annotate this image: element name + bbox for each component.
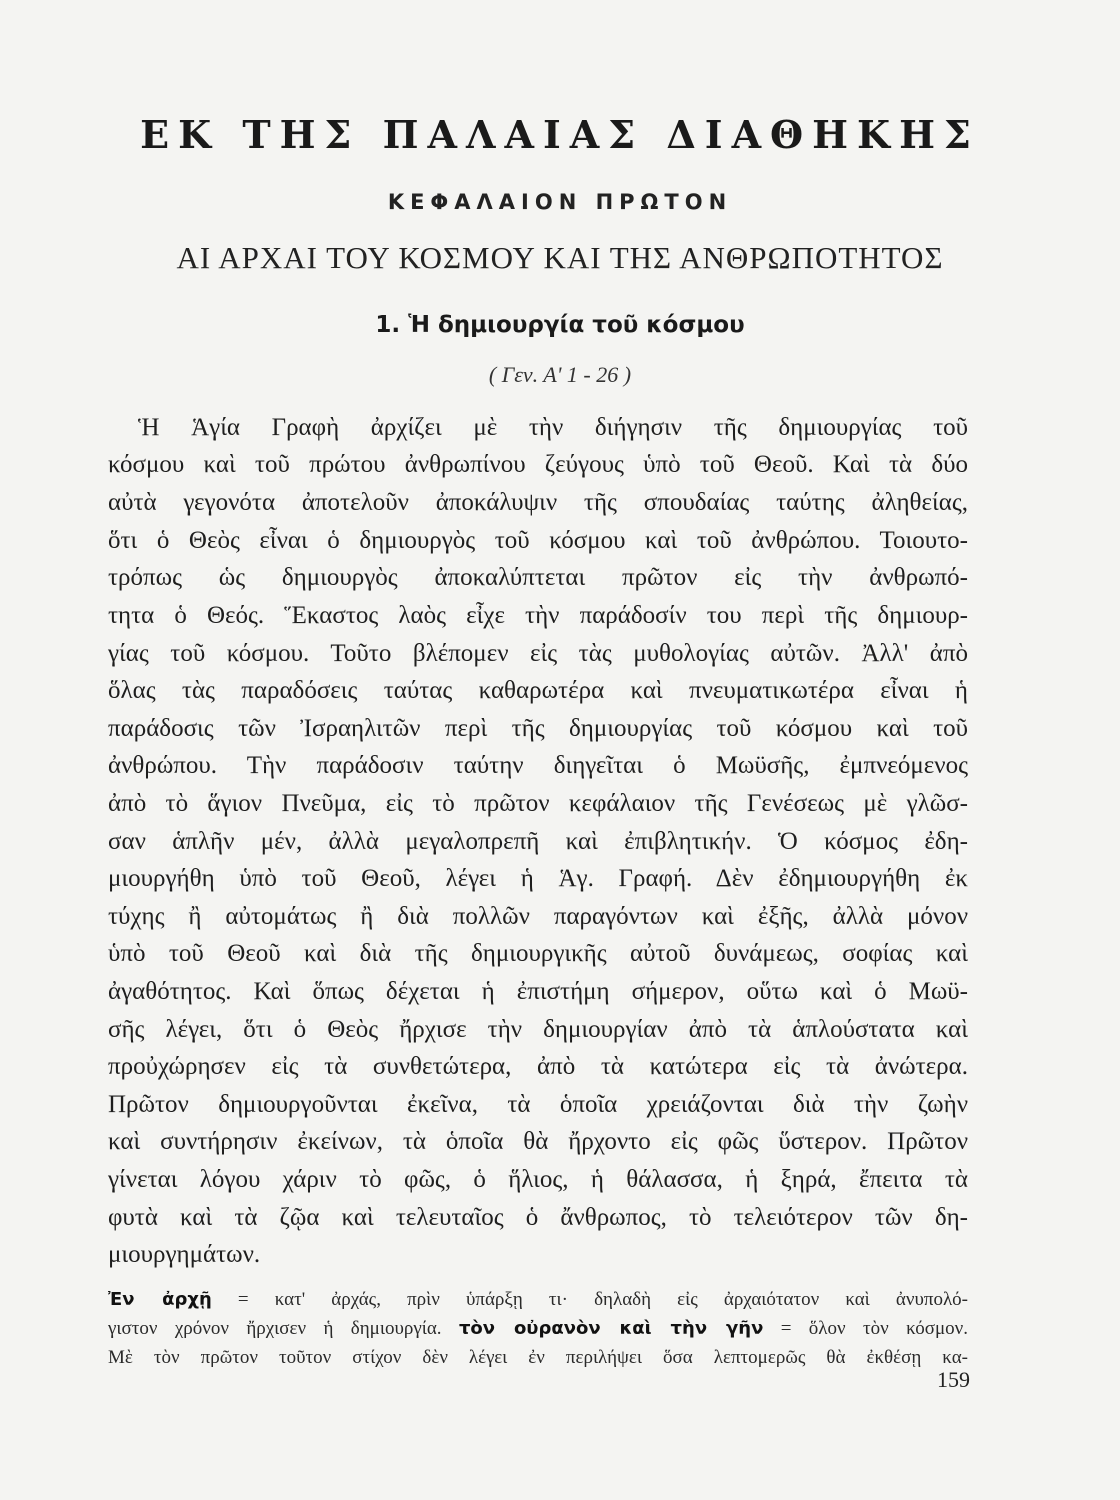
body-line: ὅλας τὰς παραδόσεις ταύτας καθαρωτέρα καὶ πνευματικωτέρα εἶναι ἡ [108,677,968,704]
footnote-line [108,1289,968,1311]
body-line: κόσμου καὶ τοῦ πρώτου ἀνθρωπίνου ζεύγους ὑπὸ τοῦ Θεοῦ. Καὶ τὰ δύο [108,451,968,478]
body-line: προὐχώρησεν εἰς τὰ συνθετώτερα, ἀπὸ τὰ κατώτερα εἰς τὰ ἀνώτερα. [108,1053,968,1080]
footnote-text: = κατ' ἀρχάς, πρὶν ὑπάρξῃ τι· δηλαδὴ εἰς ἀρχαιότατον καὶ ἀνυπολό- [211,1289,968,1310]
body-line: τύχης ἢ αὐτομάτως ἢ διὰ πολλῶν παραγόντων καὶ ἐξῆς, ἀλλὰ μόνον [108,903,968,930]
footnote-line: Μὲ τὸν πρῶτον τοῦτον στίχον δὲν λέγει ἐν περιλήψει ὅσα λεπτομερῶς θὰ ἐκθέσῃ κα- [108,1347,968,1368]
footnote-text: γιστον χρόνον ἤρχισεν ἡ δημιουργία. [108,1318,459,1339]
body-line: καὶ συντήρησιν ἐκείνων, τὰ ὁποῖα θὰ ἤρχοντο εἰς φῶς ὕστερον. Πρῶτον [108,1128,968,1155]
body-line: μιουργήθη ὑπὸ τοῦ Θεοῦ, λέγει ἡ Ἁγ. Γραφή. Δὲν ἐδημιουργήθη ἐκ [108,865,968,892]
body-line: αὐτὰ γεγονότα ἀποτελοῦν ἀποκάλυψιν τῆς σπουδαίας ταύτης ἀληθείας, [108,489,968,516]
scripture-reference: ( Γεν. Α' 1 - 26 ) [488,362,632,387]
body-line: σαν ἁπλῆν μέν, ἀλλὰ μεγαλοπρεπῆ καὶ ἐπιβλητικήν. Ὁ κόσμος ἐδη- [108,828,968,855]
body-line: γίας τοῦ κόσμου. Τοῦτο βλέπομεν εἰς τὰς μυθολογίας αὐτῶν. Ἀλλ' ἀπὸ [108,640,968,667]
body-line: γίνεται λόγου χάριν τὸ φῶς, ὁ ἥλιος, ἡ θάλασσα, ἡ ξηρά, ἔπειτα τὰ [108,1166,968,1193]
body-line: ἀπὸ τὸ ἅγιον Πνεῦμα, εἰς τὸ πρῶτον κεφάλαιον τῆς Γενέσεως μὲ γλῶσ- [108,790,968,817]
chapter-heading: ΚΕΦΑΛΑΙΟΝ ΠΡΩΤΟΝ [387,190,733,214]
footnote-text: = ὅλον τὸν κόσμον. [763,1318,969,1339]
page-title: ΕΚ ΤΗΣ ΠΑΛΑΙΑΣ ΔΙΑΘΗΚΗΣ [140,112,980,157]
body-line: σῆς λέγει, ὅτι ὁ Θεὸς ἤρχισε τὴν δημιουργίαν ἀπὸ τὰ ἁπλούστατα καὶ [108,1016,968,1043]
footnote-line [108,1318,968,1340]
body-line: τητα ὁ Θεός. Ἕκαστος λαὸς εἶχε τὴν παράδοσίν του περὶ τῆς δημιουρ- [108,602,968,629]
body-line: ἀνθρώπου. Τὴν παράδοσιν ταύτην διηγεῖται ὁ Μωϋσῆς, ἐμπνεόμενος [108,752,968,779]
chapter-subtitle: ΑΙ ΑΡΧΑΙ ΤΟΥ ΚΟΣΜΟΥ ΚΑΙ ΤΗΣ ΑΝΘΡΩΠΟΤΗΤΟΣ [176,240,944,275]
footnote-term: Ἐν ἀρχῇ [108,1289,212,1310]
body-line: Ἡ Ἁγία Γραφὴ ἀρχίζει μὲ τὴν διήγησιν τῆς δημιουργίας τοῦ [138,414,968,441]
footnote-term: τὸν οὐρανὸν καὶ τὴν γῆν [458,1318,764,1339]
body-line: Πρῶτον δημιουργοῦνται ἐκεῖνα, τὰ ὁποῖα χρειάζονται διὰ τὴν ζωὴν [108,1091,968,1118]
body-line: φυτὰ καὶ τὰ ζῷα καὶ τελευταῖος ὁ ἄνθρωπος, τὸ τελειότερον τῶν δη- [108,1204,968,1231]
page-number: 159 [937,1367,970,1392]
section-heading: 1. Ἡ δημιουργία τοῦ κόσμου [375,312,745,338]
body-line: ὅτι ὁ Θεὸς εἶναι ὁ δημιουργὸς τοῦ κόσμου καὶ τοῦ ἀνθρώπου. Τοιουτο- [108,527,968,554]
body-line: τρόπως ὡς δημιουργὸς ἀποκαλύπτεται πρῶτον εἰς τὴν ἀνθρωπό- [108,564,968,591]
body-line: παράδοσις τῶν Ἰσραηλιτῶν περὶ τῆς δημιουργίας τοῦ κόσμου καὶ τοῦ [108,715,968,742]
body-line: ἀγαθότητος. Καὶ ὅπως δέχεται ἡ ἐπιστήμη σήμερον, οὕτω καὶ ὁ Μωϋ- [108,978,968,1005]
body-line: ὑπὸ τοῦ Θεοῦ καὶ διὰ τῆς δημιουργικῆς αὐτοῦ δυνάμεως, σοφίας καὶ [108,940,968,967]
body-line: μιουργημάτων. [108,1241,261,1268]
